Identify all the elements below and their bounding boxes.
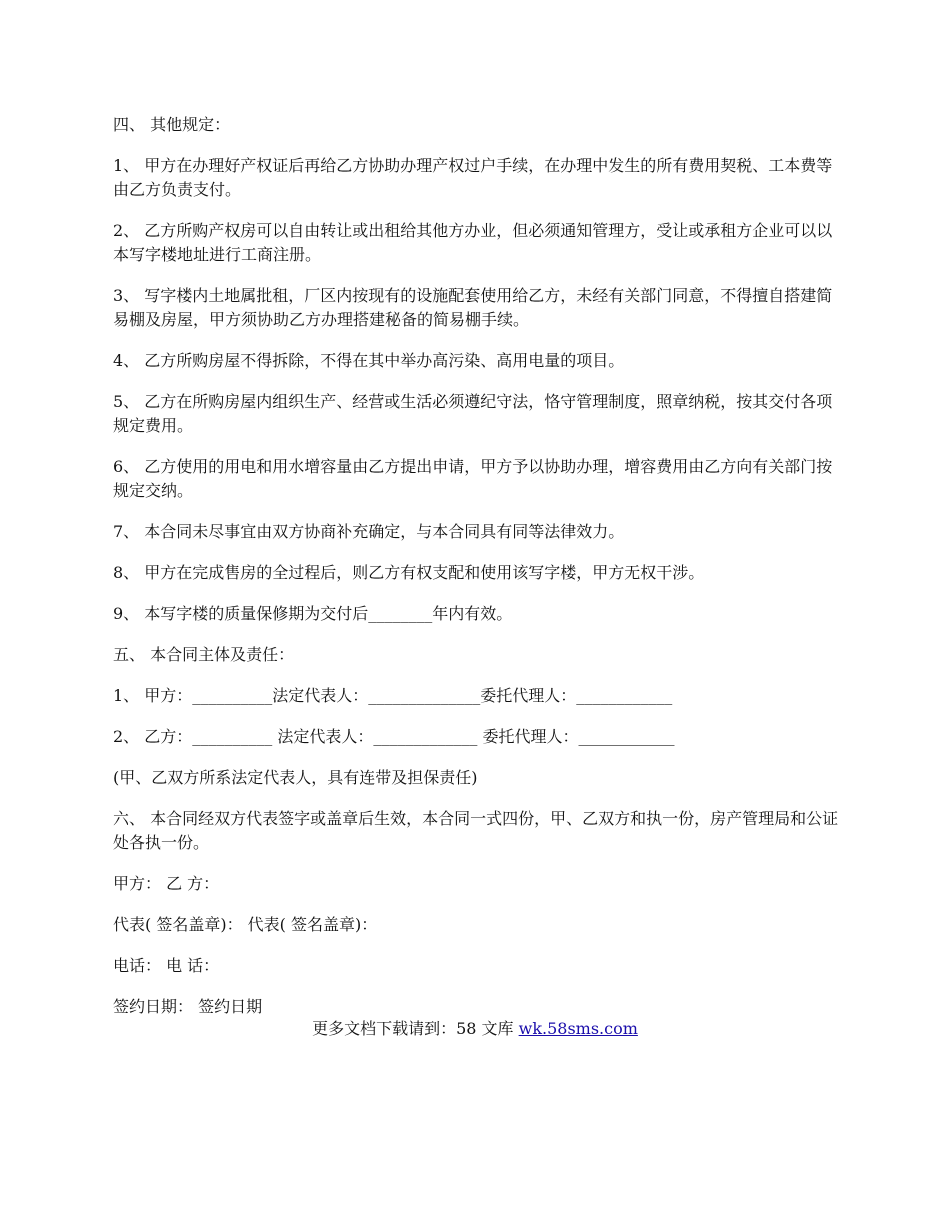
clause-8-rights-after-sale: 8、 甲方在完成售房的全过程后，则乙方有权支配和使用该写字楼，甲方无权干涉。 — [113, 563, 705, 582]
clause-4-no-demolition: 4、 乙方所购房屋不得拆除，不得在其中举办高污染、高用电量的项目。 — [113, 351, 625, 370]
signature-phones: 电话： 电 话： — [113, 956, 220, 975]
clause-3-land-and-facilities: 3、 写字楼内土地属批租，厂区内按现有的设施配套使用给乙方，未经有关部门同意，不得擅自搭建简易棚及房屋，甲方须协助乙方办理搭建秘备的简易棚手续。 — [113, 286, 833, 329]
clause-5-compliance: 5、 乙方在所购房屋内组织生产、经营或生活必须遵纪守法，恪守管理制度，照章纳税，按其交付各项规定费用。 — [113, 392, 833, 435]
signature-representatives: 代表( 签名盖章)： 代表( 签名盖章)： — [113, 915, 378, 934]
clause-6-utility-capacity: 6、 乙方使用的用电和用水增容量由乙方提出申请，甲方予以协助办理，增容费用由乙方向有关部门按规定交纳。 — [113, 457, 833, 500]
footer-text: 更多文档下载请到：58 文库 — [312, 1019, 519, 1038]
signature-dates: 签约日期： 签约日期 — [113, 997, 263, 1016]
section-heading-parties: 五、 本合同主体及责任： — [113, 645, 295, 664]
section-heading-other-provisions: 四、 其他规定： — [113, 115, 231, 134]
signature-parties: 甲方： 乙 方： — [113, 874, 220, 893]
section-effectiveness: 六、 本合同经双方代表签字或盖章后生效，本合同一式四份，甲、乙双方和执一份，房产管理局和公证处各执一份。 — [113, 809, 839, 852]
clause-1-property-transfer: 1、 甲方在办理好产权证后再给乙方协助办理产权过户手续，在办理中发生的所有费用契税、工本费等由乙方负责支付。 — [113, 156, 833, 199]
download-footer — [0, 1017, 950, 1041]
party-b-line: 2、 乙方：__________ 法定代表人：_____________ 委托代理人：____________ — [113, 727, 675, 746]
party-a-line: 1、 甲方：__________法定代表人：______________委托代理人：____________ — [113, 686, 673, 705]
joint-liability-note: (甲、乙双方所系法定代表人，具有连带及担保责任) — [113, 768, 478, 787]
clause-7-supplementary: 7、 本合同未尽事宜由双方协商补充确定，与本合同具有同等法律效力。 — [113, 522, 625, 541]
footer-link[interactable]: wk.58sms.com — [518, 1019, 638, 1038]
clause-2-transfer-or-lease: 2、 乙方所购产权房可以自由转让或出租给其他方办业，但必须通知管理方，受让或承租方企业可以以本写字楼地址进行工商注册。 — [113, 221, 833, 264]
clause-9-warranty-period: 9、 本写字楼的质量保修期为交付后________年内有效。 — [113, 604, 513, 623]
document-body — [113, 113, 839, 1036]
